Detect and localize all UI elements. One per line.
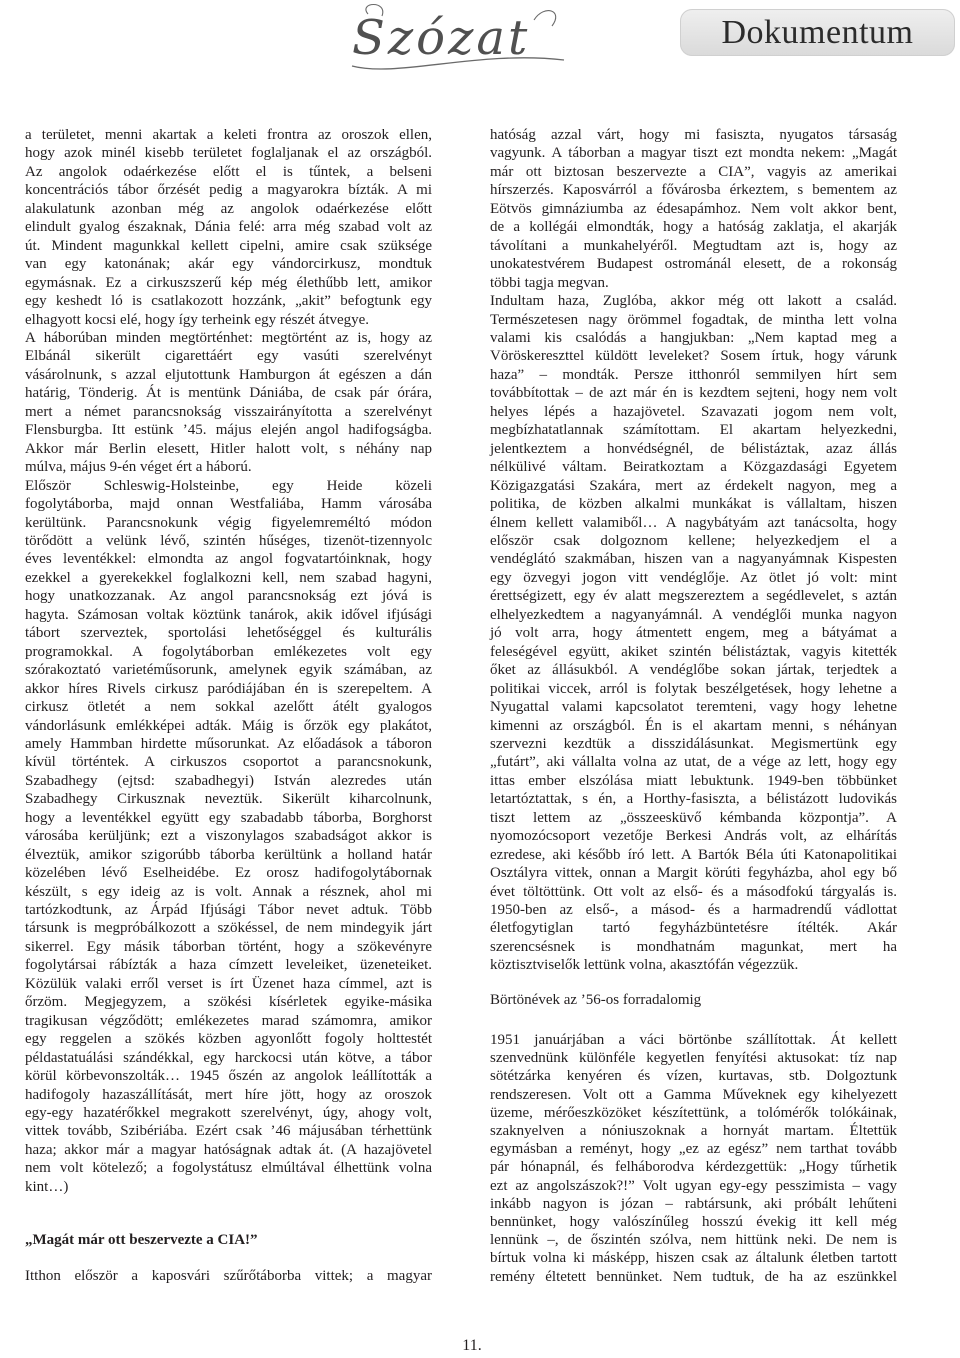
text-line: szaknyelven a nóniuszoknak a hornyát martam. Éltettük — [490, 1123, 897, 1140]
text-line: hogy unatkozzanak. Az angol parancsnokság ezt jóvá is — [25, 588, 432, 605]
left-column-continued — [25, 1267, 432, 1285]
logo-wordmark-graphic — [338, 0, 570, 76]
text-line: Szabadhegy Cirkusznak neveztük. Sikerült kiharcolnunk, — [25, 791, 432, 808]
text-line: jó volt arra, hogy átmentett engem, meg a bátyámat a — [490, 625, 897, 642]
text-line: egymásban a reményt, hogy „ez az egész” nem tarthat tovább — [490, 1141, 897, 1158]
text-line: vásárolnunk, s azzal eljutottunk Hamburgon át egészen a dán — [25, 366, 432, 383]
text-line: unokatestvérem Budapest ostrománál elesett, de a rokonság — [490, 256, 897, 273]
text-line: politikai viccek, arról is folytak beszélgetések, hogy lehetne a — [490, 680, 897, 697]
text-line: ezekkel a gyerekekkel foglalkozni kell, nem szabad hagyni, — [25, 569, 432, 586]
text-line: koncentrációs tábor őrzését pedig a magyarokra bízták. A mi — [25, 182, 432, 199]
text-line: nélkülivé váltam. Beiratkoztam a Közgazdasági Egyetem — [490, 459, 897, 476]
text-line: egymásnak. Ez a cirkuszszerű kép még élethűbb lett, amikor — [25, 274, 432, 291]
text-line: akkor híres Rivels cirkusz paródiájában én is szerepeltem. A — [25, 680, 432, 697]
text-line: bennünket, hogy valószínűleg hosszú évekig itt kell még — [490, 1214, 897, 1231]
text-line: kerültünk. Parancsnokunk végig figyelemreméltó módon — [25, 514, 432, 531]
text-line: „futárt”, aki vállalta volna az utat, de a vége az lett, hogy egy — [490, 754, 897, 771]
text-line: Elbánál sikerült cigarettáért egy vasúti szerelvényt — [25, 348, 432, 365]
text-line: élveztük, amikor szigorúbb táborba kerültünk a holland határ — [25, 846, 432, 863]
text-line: Eötvös gimnáziumba az édesapámhoz. Nem volt akkor bent, — [490, 200, 897, 217]
text-line: Itthon először a kaposvári szűrőtáborba vittek; a magyar — [25, 1268, 432, 1284]
text-line: már ott biztosan beszervezte a CIA”, vagyis az amerikai — [490, 163, 897, 180]
text-line: politika, de közben alkalmi munkákat is vállaltam, hiszen — [490, 496, 897, 513]
text-line: hadifogoly hazaszállítását, mert híre jött, hogy az oroszok — [25, 1086, 432, 1103]
text-line: egy keshedt ló is csatlakozott hozzánk, „akit” befogtunk egy — [25, 293, 432, 310]
text-line: továbbítottak – de azt már én is kezdtem sejteni, hogy nem volt — [490, 385, 897, 402]
text-line: társunk is megpróbálkozott a szökéssel, de nem mindegyik járt — [25, 920, 432, 937]
text-line: van egy katonának; akár egy vándorcirkusz, mondtuk — [25, 256, 432, 273]
text-line: őrzöm. Megjegyzem, a szökési kísérletek egyike-másika — [25, 994, 432, 1011]
text-line: készült, s egy ideig az is volt. Annak a résznek, ahol mi — [25, 883, 432, 900]
text-line: cirkusz ötletét a nem sokkal azelőtt átélt gyalogos — [25, 699, 432, 716]
text-line: kint…) — [25, 1178, 69, 1195]
section-label-box — [680, 9, 955, 56]
text-line: szenvednünk különféle kegyetlen fenyítési aktusokat: tíz nap — [490, 1050, 897, 1067]
text-line: a területet, menni akartak a keleti frontra az oroszok ellen, — [25, 127, 432, 143]
text-line: hogy azok minél kisebb területet foglaljanak el az országból. — [25, 145, 432, 162]
text-line: Flensburgba. Itt estünk ’45. május elején angol hadifogságba. — [25, 422, 432, 439]
text-line: tartózkodtunk, az Árpád Ifjúsági Tábor nevet adtuk. Több — [25, 902, 432, 919]
text-line: érettségizett, egy év alatt megszereztem a segédlevelet, s aztán — [490, 588, 897, 605]
text-line: körül körbevonszolták… 1945 őszén az angolok leállították a — [25, 1068, 432, 1085]
text-line: városába kerüljünk; ezt a viszonylagos szabadságot akkor is — [25, 828, 432, 845]
text-line: évet töltöttünk. Ott volt az első- és a másodfokú tárgyalás is. — [490, 883, 897, 900]
text-line: valami kis csalódás a hangjukban: „Nem kaptad meg a — [490, 329, 897, 346]
text-line: többi tagja megvan. — [490, 274, 609, 291]
text-line: Akkor már Berlin elesett, Hitler halott volt, s néhány nap — [25, 440, 432, 457]
text-line: jelentkeztem a honvédségnél, de bélistáztak, azaz állás — [490, 440, 897, 457]
text-line: köztisztviselők lettünk volna, akasztófán végezzük. — [490, 957, 799, 974]
text-line: szervezni kezdtük a disszidálásunkat. Megismertünk egy — [490, 735, 897, 752]
text-line: egy-egy hazatérőkkel megrakott szerelvényt, úgy, ahogy volt, — [25, 1105, 432, 1122]
section-label: Dokumentum — [721, 13, 914, 51]
text-line: Nyugattal valami kapcsolatot teremteni, vagy hogy lehetne — [490, 699, 897, 716]
text-line: inkább nagyon is józan – rabtársunk, aki próbált lehűteni — [490, 1195, 897, 1212]
text-line: tragikusan végződött; emlékezetes marad számomra, amikor — [25, 1012, 432, 1029]
text-line: nyomozócsoport vezetője Berkesi András volt, az elhárítás — [490, 828, 897, 845]
text-line: fogolytáborba, majd onnan Westfaliába, Hamm városába — [25, 496, 432, 513]
text-line: határig, Tönderig. Át is mentünk Dániába, de csak pár órára, — [25, 385, 432, 402]
text-line: letartóztattak, s én, a Horthy-fasiszta, a bélistázott ludovikás — [490, 791, 897, 808]
text-line: A háborúban minden megtörténhet: megtörtént az is, hogy az — [25, 329, 432, 346]
text-line: egy reggelen a szökés közben agyonlőtt fogoly holttestét — [25, 1031, 432, 1048]
text-line: haza” – mondták. Persze itthonról semmilyen hírt sem — [490, 366, 897, 383]
text-line: először csak dolgoznom kellene; helyezkedjem el a — [490, 532, 897, 549]
text-line: kimenni az országból. Én is el akartam menni, s néhányan — [490, 717, 897, 734]
text-line: sötétzárka kenyéren és vízen, kurtavas, stb. Dolgoztunk — [490, 1068, 897, 1085]
text-line: hírszerzés. Kaposvárról a fővárosba érkeztem, s bementem az — [490, 182, 897, 199]
text-line: amely Hammban hirdette műsorunkat. Az előadások a táboron — [25, 735, 432, 752]
text-line: törődött a velünk lévő, szintén hűséges, tizenöt-tizennyolc — [25, 532, 432, 549]
text-line: közelében lévő Eselheidébe. Ez orosz hadifogolytábornak — [25, 865, 432, 882]
text-line: vendéglátó szakmában, hiszen van a nagyanyámnak Kispesten — [490, 551, 897, 568]
text-line: üzeme, mérőeszközöket készítettünk, a tolómérők tolókáinak, — [490, 1104, 897, 1121]
text-line: Indultam haza, Zuglóba, akkor még ott lakott a család. — [490, 293, 897, 310]
text-line: Vöröskereszttel küldött leveleket? Sosem írtuk, hogy várunk — [490, 348, 897, 365]
right-column-continued — [490, 1031, 897, 1286]
text-line: Közigazgatási Szakára, mert az érdekelt nagyon, meg a — [490, 477, 897, 494]
text-line: példastatuálási szándékkal, egy harckocsi után kötve, a tábor — [25, 1049, 432, 1066]
text-line: haza; akkor már a magyar hatóságnak adtak át. (A hazajövetel — [25, 1141, 432, 1158]
text-line: vittek tovább, Szibériába. Ezért csak ’46 májusában térhettünk — [25, 1123, 432, 1140]
page-number: 11. — [462, 1337, 482, 1354]
text-line: Természetesen nagy örömmel fogadtak, de mintha lett volna — [490, 311, 897, 328]
text-line: elindult gyalog északnak, Dánia felé: arra még szabad volt az — [25, 219, 432, 236]
text-line: távolítani a munkahelyéről. Megtudtam azt is, hogy az — [490, 237, 897, 254]
logo-wordmark: Szózat — [352, 10, 531, 66]
text-line: megbízhatatlannak számítottam. El akartam helyezkedni, — [490, 422, 897, 439]
text-line: éves leventékkel: elmondta az angol fogvatartóinknak, hogy — [25, 551, 432, 568]
text-line: őket az állásukból. A vendéglőbe sokan jártak, terjedtek a — [490, 662, 897, 679]
text-line: vagyunk. A táborban a magyar tiszt ezt mondta nekem: „Magát — [490, 145, 897, 162]
text-line: tábort szerveztek, sportolási lehetőséggel és kulturális — [25, 625, 432, 642]
text-line: hogy a leventékkel együtt egy szabadabb táborba, Borghorst — [25, 809, 432, 826]
right-column-body — [490, 126, 897, 975]
text-line: mert a német parancsnokság visszairányította a szerelvényt — [25, 403, 432, 420]
text-line: ezredese, aki később író lett. A Bartók Béla úti Katonapolitikai — [490, 846, 897, 863]
magazine-logo — [338, 0, 570, 76]
text-line: pár hónapnál, és felháborodva kérdezgettük: „Hogy tűrhetik — [490, 1159, 897, 1176]
text-line: ittas ember elszólása miatt lebuktunk. 1949-ben többünket — [490, 772, 897, 789]
text-line: bírtuk volna ki másképp, hiszen csak az általunk életben tartott — [490, 1250, 897, 1267]
text-line: programokkal. A fogolytáborban emlékezetes volt egy — [25, 643, 432, 660]
text-line: rendszeresen. Volt ott a Gamma Műveknek egy kihelyezett — [490, 1086, 897, 1103]
text-line: élnem kellett valamiből… A nagybátyám azt tanácsolta, hogy — [490, 514, 897, 531]
text-line: életfogytiglan tartó fegyházbüntetésre ítélték. Akár — [490, 920, 897, 937]
text-line: de a kollégái elmondták, hogy a hatóság zaklatja, el akarják — [490, 219, 897, 236]
left-column-body — [25, 126, 432, 1196]
text-line: Szabadhegy (ejtsd: szabadhegyi) István alezredes után — [25, 772, 432, 789]
text-line: lennünk –, de őszintén szólva, nem hittünk neki. De nem is — [490, 1232, 897, 1249]
text-line: kívül történtek. A cirkuszos csoportot a parancsnokunk, — [25, 754, 432, 771]
text-line: tiszt lettem az „összeesküvő kémbanda központja”. A — [490, 809, 897, 826]
text-line: Közülük valaki erről verset is írt Üzenet haza címmel, azt is — [25, 975, 432, 992]
text-line: út. Mindent magunkkal kellett cipelni, amire csak szüksége — [25, 237, 432, 254]
text-line: Osztályra vittek, onnan a Margit körúti fegyházba, ahol egy bő — [490, 865, 897, 882]
text-line: vándorlásunk emlékképei adták. Máig is őrzök egy plakátot, — [25, 717, 432, 734]
text-line: 1950-ben az első-, a másod- és a harmadrendű vádlottat — [490, 902, 897, 919]
text-line: Az angolok odaérkezése előtt el is tűntek, a belseni — [25, 163, 432, 180]
left-column-subheading: „Magát már ott beszervezte a CIA!” — [25, 1232, 258, 1248]
text-line: feleségével együtt, akiket szintén bélistáztak, vagyis kitették — [490, 643, 897, 660]
text-line: helyes lépés a hazajövetel. Szavazati jogom nem volt, — [490, 403, 897, 420]
text-line: alakulatunk azonban még az angolok odaérkezése előtt — [25, 200, 432, 217]
text-line: 1951 januárjában a váci börtönbe szállítottak. Át kellett — [490, 1032, 897, 1048]
text-line: remény éltetett bennünket. Nem tudtuk, de ha az eszünkkel — [490, 1268, 897, 1285]
text-line: szórakoztató varietéműsorunk, amelynek egyik számában, az — [25, 662, 432, 679]
text-line: hagyta. Számosan voltak köztünk tanárok, akik idővel ifjúsági — [25, 606, 432, 623]
text-line: elhelyezkedtem a nagyanyámnál. A vendéglői munka nagyon — [490, 606, 897, 623]
text-line: hatóság azzal várt, hogy mi fasiszta, nyugatos társaság — [490, 127, 897, 143]
text-line: egy özvegyi jogon vitt vendéglője. Az ötlet jó volt: mint — [490, 569, 897, 586]
text-line: ezt az angolszászok?!” Volt ugyan egy-egy pesszimista – vagy — [490, 1177, 897, 1194]
text-line: Először Schleswig-Holsteinbe, egy Heide közeli — [25, 477, 432, 494]
text-line: elhagyott kocsi elé, hogy így terheink egy részét átvegye. — [25, 311, 370, 328]
text-line: múlva, május 9-én véget ért a háború. — [25, 459, 252, 476]
text-line: fogolytársai rábízták a haza címzett leveleiket, üzeneteiket. — [25, 957, 432, 974]
text-line: nem volt kötelező; a fogolystátusz elmúltával élhettünk volna — [25, 1160, 432, 1177]
text-line: sikerrel. Egy másik táborban történt, hogy a szökevényre — [25, 938, 432, 955]
right-column-subheading: Börtönévek az ’56-os forradalomig — [490, 992, 702, 1008]
text-line: szerencsésnek is mondhatnám magunkat, mert ha — [490, 938, 897, 955]
